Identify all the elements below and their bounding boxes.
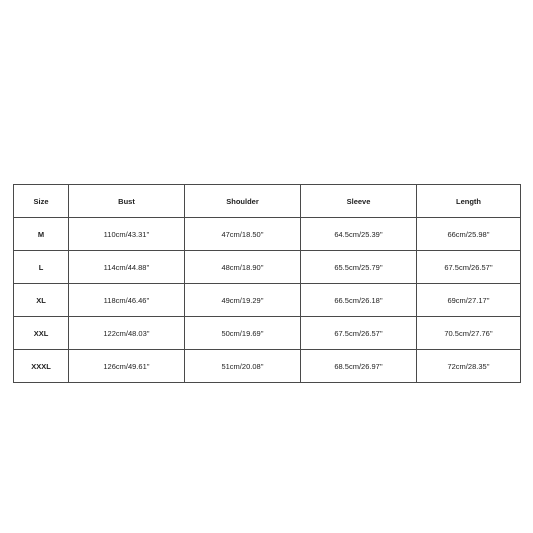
header-shoulder: Shoulder — [185, 185, 301, 218]
table-row — [14, 284, 521, 317]
header-bust: Bust — [69, 185, 185, 218]
length-cell: 69cm/27.17'' — [417, 284, 521, 317]
sleeve-cell: 66.5cm/26.18'' — [301, 284, 417, 317]
table-row — [14, 317, 521, 350]
length-cell: 67.5cm/26.57'' — [417, 251, 521, 284]
size-cell: XL — [14, 284, 69, 317]
size-cell: M — [14, 218, 69, 251]
table-row — [14, 350, 521, 383]
bust-cell: 118cm/46.46'' — [69, 284, 185, 317]
header-row — [14, 185, 521, 218]
shoulder-cell: 49cm/19.29'' — [185, 284, 301, 317]
size-chart-table — [13, 184, 521, 383]
shoulder-cell: 51cm/20.08'' — [185, 350, 301, 383]
bust-cell: 122cm/48.03'' — [69, 317, 185, 350]
table-row — [14, 218, 521, 251]
sleeve-cell: 64.5cm/25.39'' — [301, 218, 417, 251]
bust-cell: 110cm/43.31'' — [69, 218, 185, 251]
header-length: Length — [417, 185, 521, 218]
size-cell: XXXL — [14, 350, 69, 383]
length-cell: 70.5cm/27.76'' — [417, 317, 521, 350]
length-cell: 72cm/28.35'' — [417, 350, 521, 383]
sleeve-cell: 65.5cm/25.79'' — [301, 251, 417, 284]
header-sleeve: Sleeve — [301, 185, 417, 218]
table-row — [14, 251, 521, 284]
bust-cell: 114cm/44.88'' — [69, 251, 185, 284]
sleeve-cell: 68.5cm/26.97'' — [301, 350, 417, 383]
shoulder-cell: 50cm/19.69'' — [185, 317, 301, 350]
size-cell: XXL — [14, 317, 69, 350]
shoulder-cell: 47cm/18.50'' — [185, 218, 301, 251]
sleeve-cell: 67.5cm/26.57'' — [301, 317, 417, 350]
length-cell: 66cm/25.98'' — [417, 218, 521, 251]
size-cell: L — [14, 251, 69, 284]
header-size: Size — [14, 185, 69, 218]
shoulder-cell: 48cm/18.90'' — [185, 251, 301, 284]
bust-cell: 126cm/49.61'' — [69, 350, 185, 383]
